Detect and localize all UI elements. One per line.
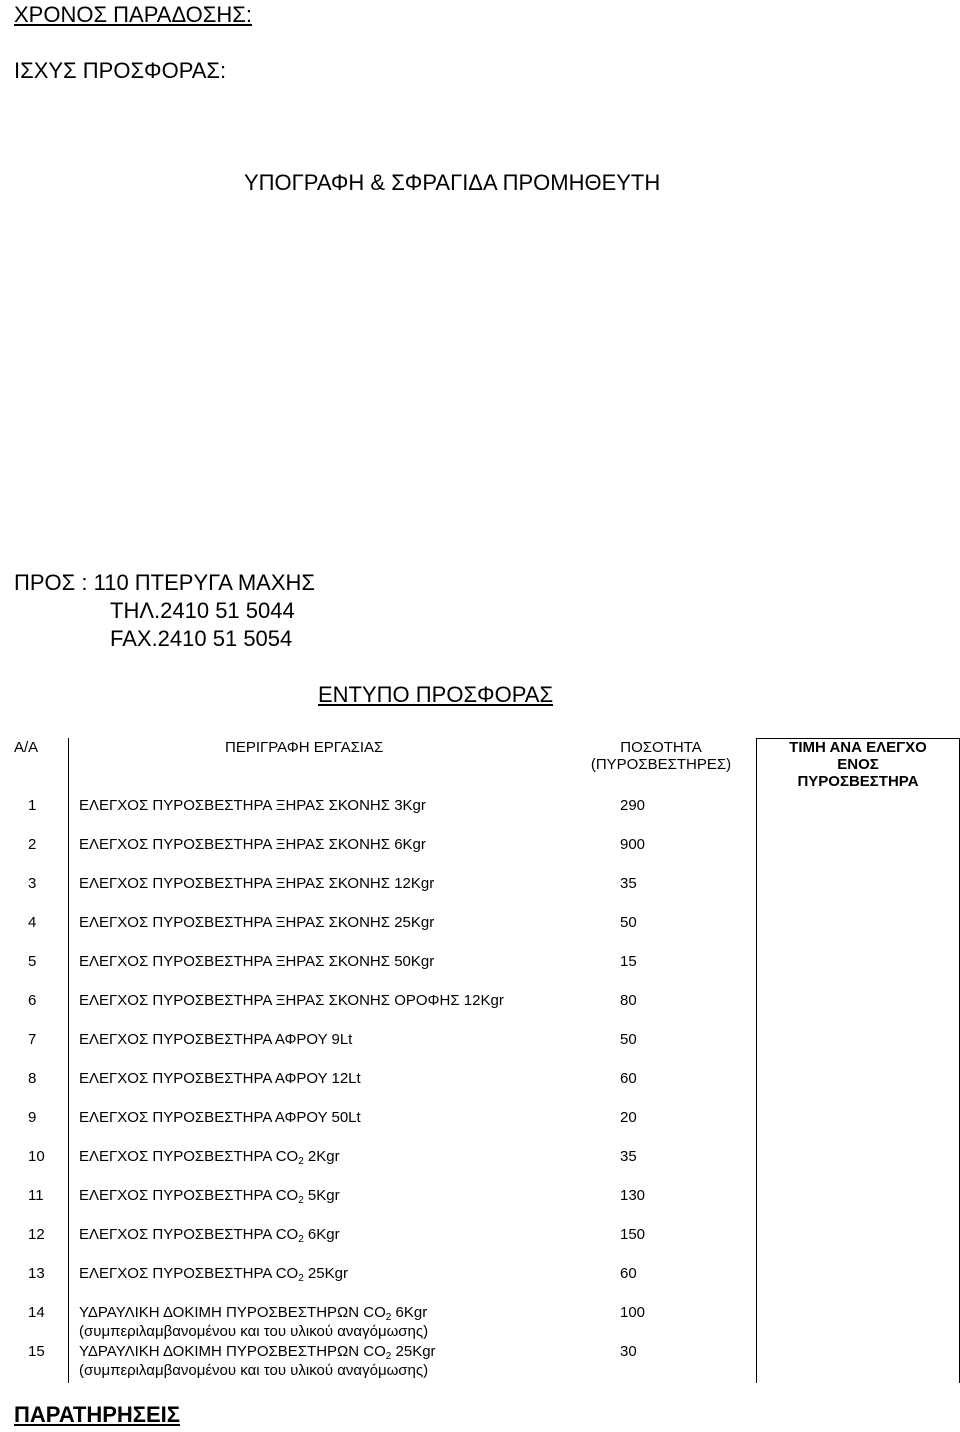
row-quantity: 20: [620, 1109, 637, 1126]
row-description-text: ΕΛΕΓΧΟΣ ΠΥΡΟΣΒΕΣΤΗΡΑ CO: [79, 1226, 299, 1243]
row-description: [79, 1187, 340, 1206]
co2-subscript: 2: [298, 1195, 304, 1206]
row-description: [79, 1226, 340, 1245]
delivery-time-label: ΧΡΟΝΟΣ ΠΑΡΑΔΟΣΗΣ:: [14, 2, 252, 27]
row-quantity: 30: [620, 1343, 637, 1360]
header-quantity: [566, 739, 756, 773]
row-number: 7: [28, 1031, 37, 1048]
row-description-note: (συμπεριλαμβανομένου και του υλικού αναγόμωσης): [79, 1362, 429, 1379]
row-description: ΕΛΕΓΧΟΣ ΠΥΡΟΣΒΕΣΤΗΡΑ ΞΗΡΑΣ ΣΚΟΝΗΣ 12Kgr: [79, 875, 435, 892]
table-divider: [756, 738, 757, 1383]
recipient-fax: FAX.2410 51 5054: [110, 626, 293, 651]
row-description-text: ΥΔΡΑΥΛΙΚΗ ΔΟΚΙΜΗ ΠΥΡΟΣΒΕΣΤΗΡΩΝ CO: [79, 1343, 386, 1360]
row-description: ΕΛΕΓΧΟΣ ΠΥΡΟΣΒΕΣΤΗΡΑ ΑΦΡΟΥ 9Lt: [79, 1031, 353, 1048]
row-description: [79, 1304, 427, 1323]
row-description: ΕΛΕΓΧΟΣ ΠΥΡΟΣΒΕΣΤΗΡΑ ΞΗΡΑΣ ΣΚΟΝΗΣ 25Kgr: [79, 914, 435, 931]
table-divider: [68, 738, 69, 1383]
row-description: ΕΛΕΓΧΟΣ ΠΥΡΟΣΒΕΣΤΗΡΑ ΞΗΡΑΣ ΣΚΟΝΗΣ 6Kgr: [79, 836, 426, 853]
row-description: ΕΛΕΓΧΟΣ ΠΥΡΟΣΒΕΣΤΗΡΑ ΑΦΡΟΥ 50Lt: [79, 1109, 361, 1126]
row-description-size: 25Kgr: [391, 1343, 436, 1360]
row-quantity: 50: [620, 1031, 637, 1048]
row-number: 6: [28, 992, 37, 1009]
header-price-line1: ΤΙΜΗ ΑΝΑ ΕΛΕΓΧΟ: [789, 739, 927, 756]
row-description: [79, 1148, 340, 1167]
row-description: ΕΛΕΓΧΟΣ ΠΥΡΟΣΒΕΣΤΗΡΑ ΞΗΡΑΣ ΣΚΟΝΗΣ ΟΡΟΦΗΣ 12Kgr: [79, 992, 504, 1009]
co2-subscript: 2: [385, 1351, 392, 1362]
co2-subscript: 2: [385, 1312, 392, 1323]
row-quantity: 15: [620, 953, 637, 970]
row-number: 2: [28, 836, 37, 853]
co2-subscript: 2: [298, 1273, 304, 1284]
row-number: 15: [28, 1343, 45, 1360]
row-description-text: ΥΔΡΑΥΛΙΚΗ ΔΟΚΙΜΗ ΠΥΡΟΣΒΕΣΤΗΡΩΝ CO: [79, 1304, 386, 1321]
row-description-note: (συμπεριλαμβανομένου και του υλικού αναγόμωσης): [79, 1323, 429, 1340]
row-number: 9: [28, 1109, 37, 1126]
row-description-size: 25Kgr: [303, 1265, 348, 1282]
row-number: 11: [28, 1187, 44, 1204]
row-number: 10: [28, 1148, 45, 1165]
co2-subscript: 2: [298, 1234, 304, 1245]
row-quantity: 80: [620, 992, 637, 1009]
header-description: ΠΕΡΙΓΡΑΦΗ ΕΡΓΑΣΙΑΣ: [225, 739, 384, 756]
header-quantity-line1: ΠΟΣΟΤΗΤΑ: [620, 739, 702, 756]
header-quantity-line2: (ΠΥΡΟΣΒΕΣΤΗΡΕΣ): [590, 756, 732, 773]
row-quantity: 100: [620, 1304, 646, 1321]
row-description-size: 6Kgr: [303, 1226, 340, 1243]
header-index: Α/Α: [14, 739, 39, 756]
row-quantity: 35: [620, 1148, 637, 1165]
row-number: 3: [28, 875, 37, 892]
row-quantity: 50: [620, 914, 637, 931]
row-description-text: ΕΛΕΓΧΟΣ ΠΥΡΟΣΒΕΣΤΗΡΑ CO: [79, 1148, 299, 1165]
row-description: ΕΛΕΓΧΟΣ ΠΥΡΟΣΒΕΣΤΗΡΑ ΞΗΡΑΣ ΣΚΟΝΗΣ 3Kgr: [79, 797, 426, 814]
recipient-phone: ΤΗΛ.2410 51 5044: [110, 598, 295, 623]
row-number: 1: [28, 797, 37, 814]
row-description: ΕΛΕΓΧΟΣ ΠΥΡΟΣΒΕΣΤΗΡΑ ΑΦΡΟΥ 12Lt: [79, 1070, 361, 1087]
form-title: ΕΝΤΥΠΟ ΠΡΟΣΦΟΡΑΣ: [318, 682, 554, 707]
header-price-line2: ΕΝΟΣ: [837, 756, 879, 773]
row-description-text: ΕΛΕΓΧΟΣ ΠΥΡΟΣΒΕΣΤΗΡΑ CO: [79, 1265, 299, 1282]
row-description-size: 5Kgr: [303, 1187, 340, 1204]
remarks-label: ΠΑΡΑΤΗΡΗΣΕΙΣ: [14, 1402, 180, 1427]
row-description-size: 2Kgr: [303, 1148, 340, 1165]
row-quantity: 35: [620, 875, 637, 892]
row-number: 14: [28, 1304, 45, 1321]
row-quantity: 150: [620, 1226, 646, 1243]
offer-validity-label: ΙΣΧΥΣ ΠΡΟΣΦΟΡΑΣ:: [14, 58, 227, 83]
row-number: 13: [28, 1265, 45, 1282]
co2-subscript: 2: [298, 1156, 304, 1167]
row-description: [79, 1343, 436, 1362]
row-description: [79, 1265, 348, 1284]
row-quantity: 900: [620, 836, 646, 853]
header-price-line3: ΠΥΡΟΣΒΕΣΤΗΡΑ: [797, 773, 919, 790]
row-number: 4: [28, 914, 37, 931]
row-number: 5: [28, 953, 37, 970]
row-quantity: 290: [620, 797, 646, 814]
recipient-to: ΠΡΟΣ : 110 ΠΤΕΡΥΓΑ ΜΑΧΗΣ: [14, 570, 315, 595]
row-description-size: 6Kgr: [391, 1304, 428, 1321]
signature-label: ΥΠΟΓΡΑΦΗ & ΣΦΡΑΓΙΔΑ ΠΡΟΜΗΘΕΥΤΗ: [244, 170, 661, 195]
row-number: 8: [28, 1070, 37, 1087]
row-description-text: ΕΛΕΓΧΟΣ ΠΥΡΟΣΒΕΣΤΗΡΑ CO: [79, 1187, 299, 1204]
header-price: [756, 739, 960, 790]
row-quantity: 60: [620, 1265, 637, 1282]
row-description: ΕΛΕΓΧΟΣ ΠΥΡΟΣΒΕΣΤΗΡΑ ΞΗΡΑΣ ΣΚΟΝΗΣ 50Kgr: [79, 953, 435, 970]
row-number: 12: [28, 1226, 45, 1243]
row-quantity: 60: [620, 1070, 637, 1087]
row-quantity: 130: [620, 1187, 646, 1204]
